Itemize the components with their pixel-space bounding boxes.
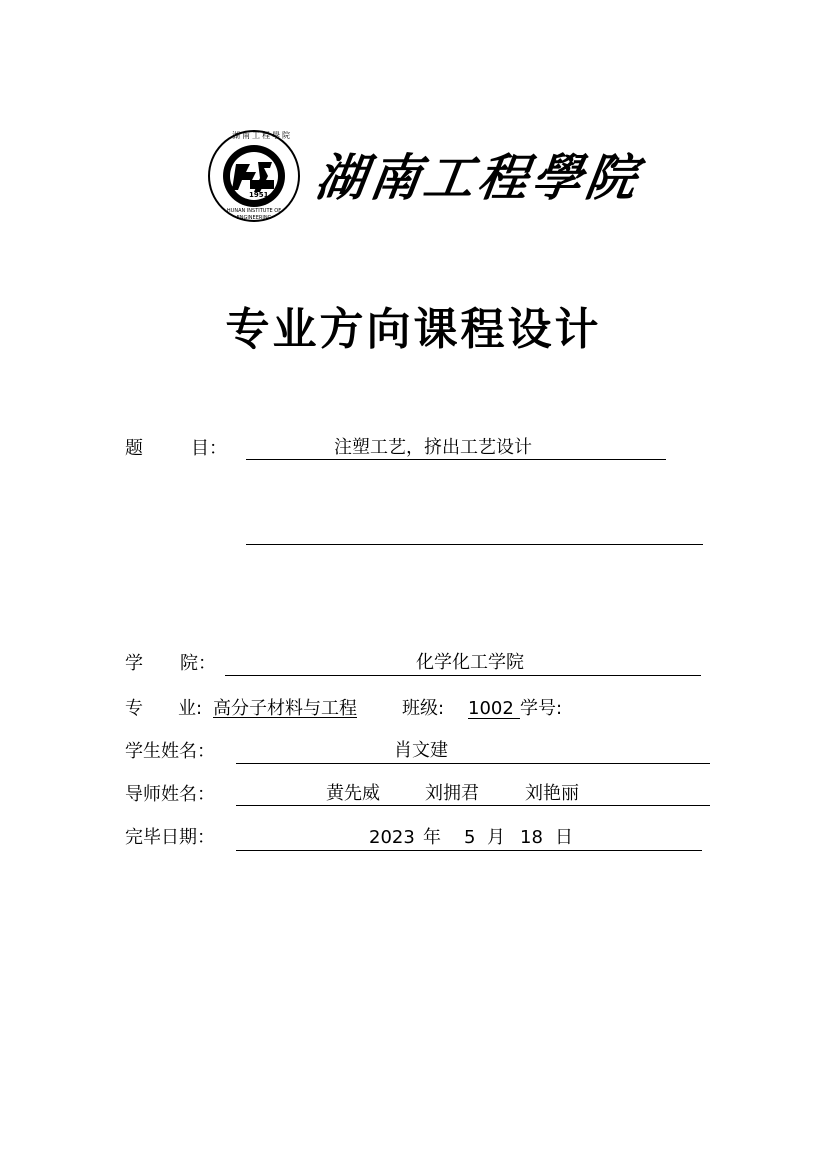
completion-day: 18	[520, 827, 543, 848]
completion-date-label: 完毕日期：	[125, 827, 215, 848]
college-label-part2: 院：	[180, 653, 216, 674]
page-title: 专业方向课程设计	[225, 304, 602, 355]
emblem-top-text: 湖南工程學院	[232, 131, 292, 140]
completion-day-unit: 日	[555, 827, 573, 848]
major-value: 高分子材料与工程	[213, 698, 357, 719]
advisor-label: 导师姓名：	[125, 784, 215, 805]
topic-label-part2: 目：	[191, 438, 227, 459]
completion-year: 2023	[369, 827, 415, 848]
completion-month-unit: 月	[487, 827, 505, 848]
emblem-ring-text: HUNAN INSTITUTE OF ENGINEERING	[226, 208, 282, 221]
class-value: 1002	[468, 698, 514, 719]
topic-value: 注塑工艺，挤出工艺设计	[334, 437, 532, 458]
topic-underline-blank	[246, 520, 703, 545]
class-label: 班级:	[402, 698, 445, 719]
major-label-part2: 业:	[178, 698, 203, 719]
advisor-name-2: 刘拥君	[425, 783, 479, 804]
topic-label-part1: 题	[125, 438, 143, 459]
college-value: 化学化工学院	[416, 652, 524, 673]
completion-year-unit: 年	[423, 827, 441, 848]
advisor-name-3: 刘艳丽	[525, 783, 579, 804]
class-underline	[468, 718, 520, 719]
major-label-part1: 专	[125, 698, 143, 719]
advisor-name-1: 黄先威	[326, 783, 380, 804]
student-name-label: 学生姓名：	[125, 741, 215, 762]
school-emblem-icon	[206, 128, 302, 224]
school-name-calligraphy: 湖南工程學院	[311, 148, 645, 207]
student-name-value: 肖文建	[394, 740, 448, 761]
student-id-label: 学号:	[520, 698, 563, 719]
completion-month: 5	[464, 827, 476, 848]
emblem-year: 1951	[249, 191, 269, 199]
college-label-part1: 学	[125, 653, 143, 674]
